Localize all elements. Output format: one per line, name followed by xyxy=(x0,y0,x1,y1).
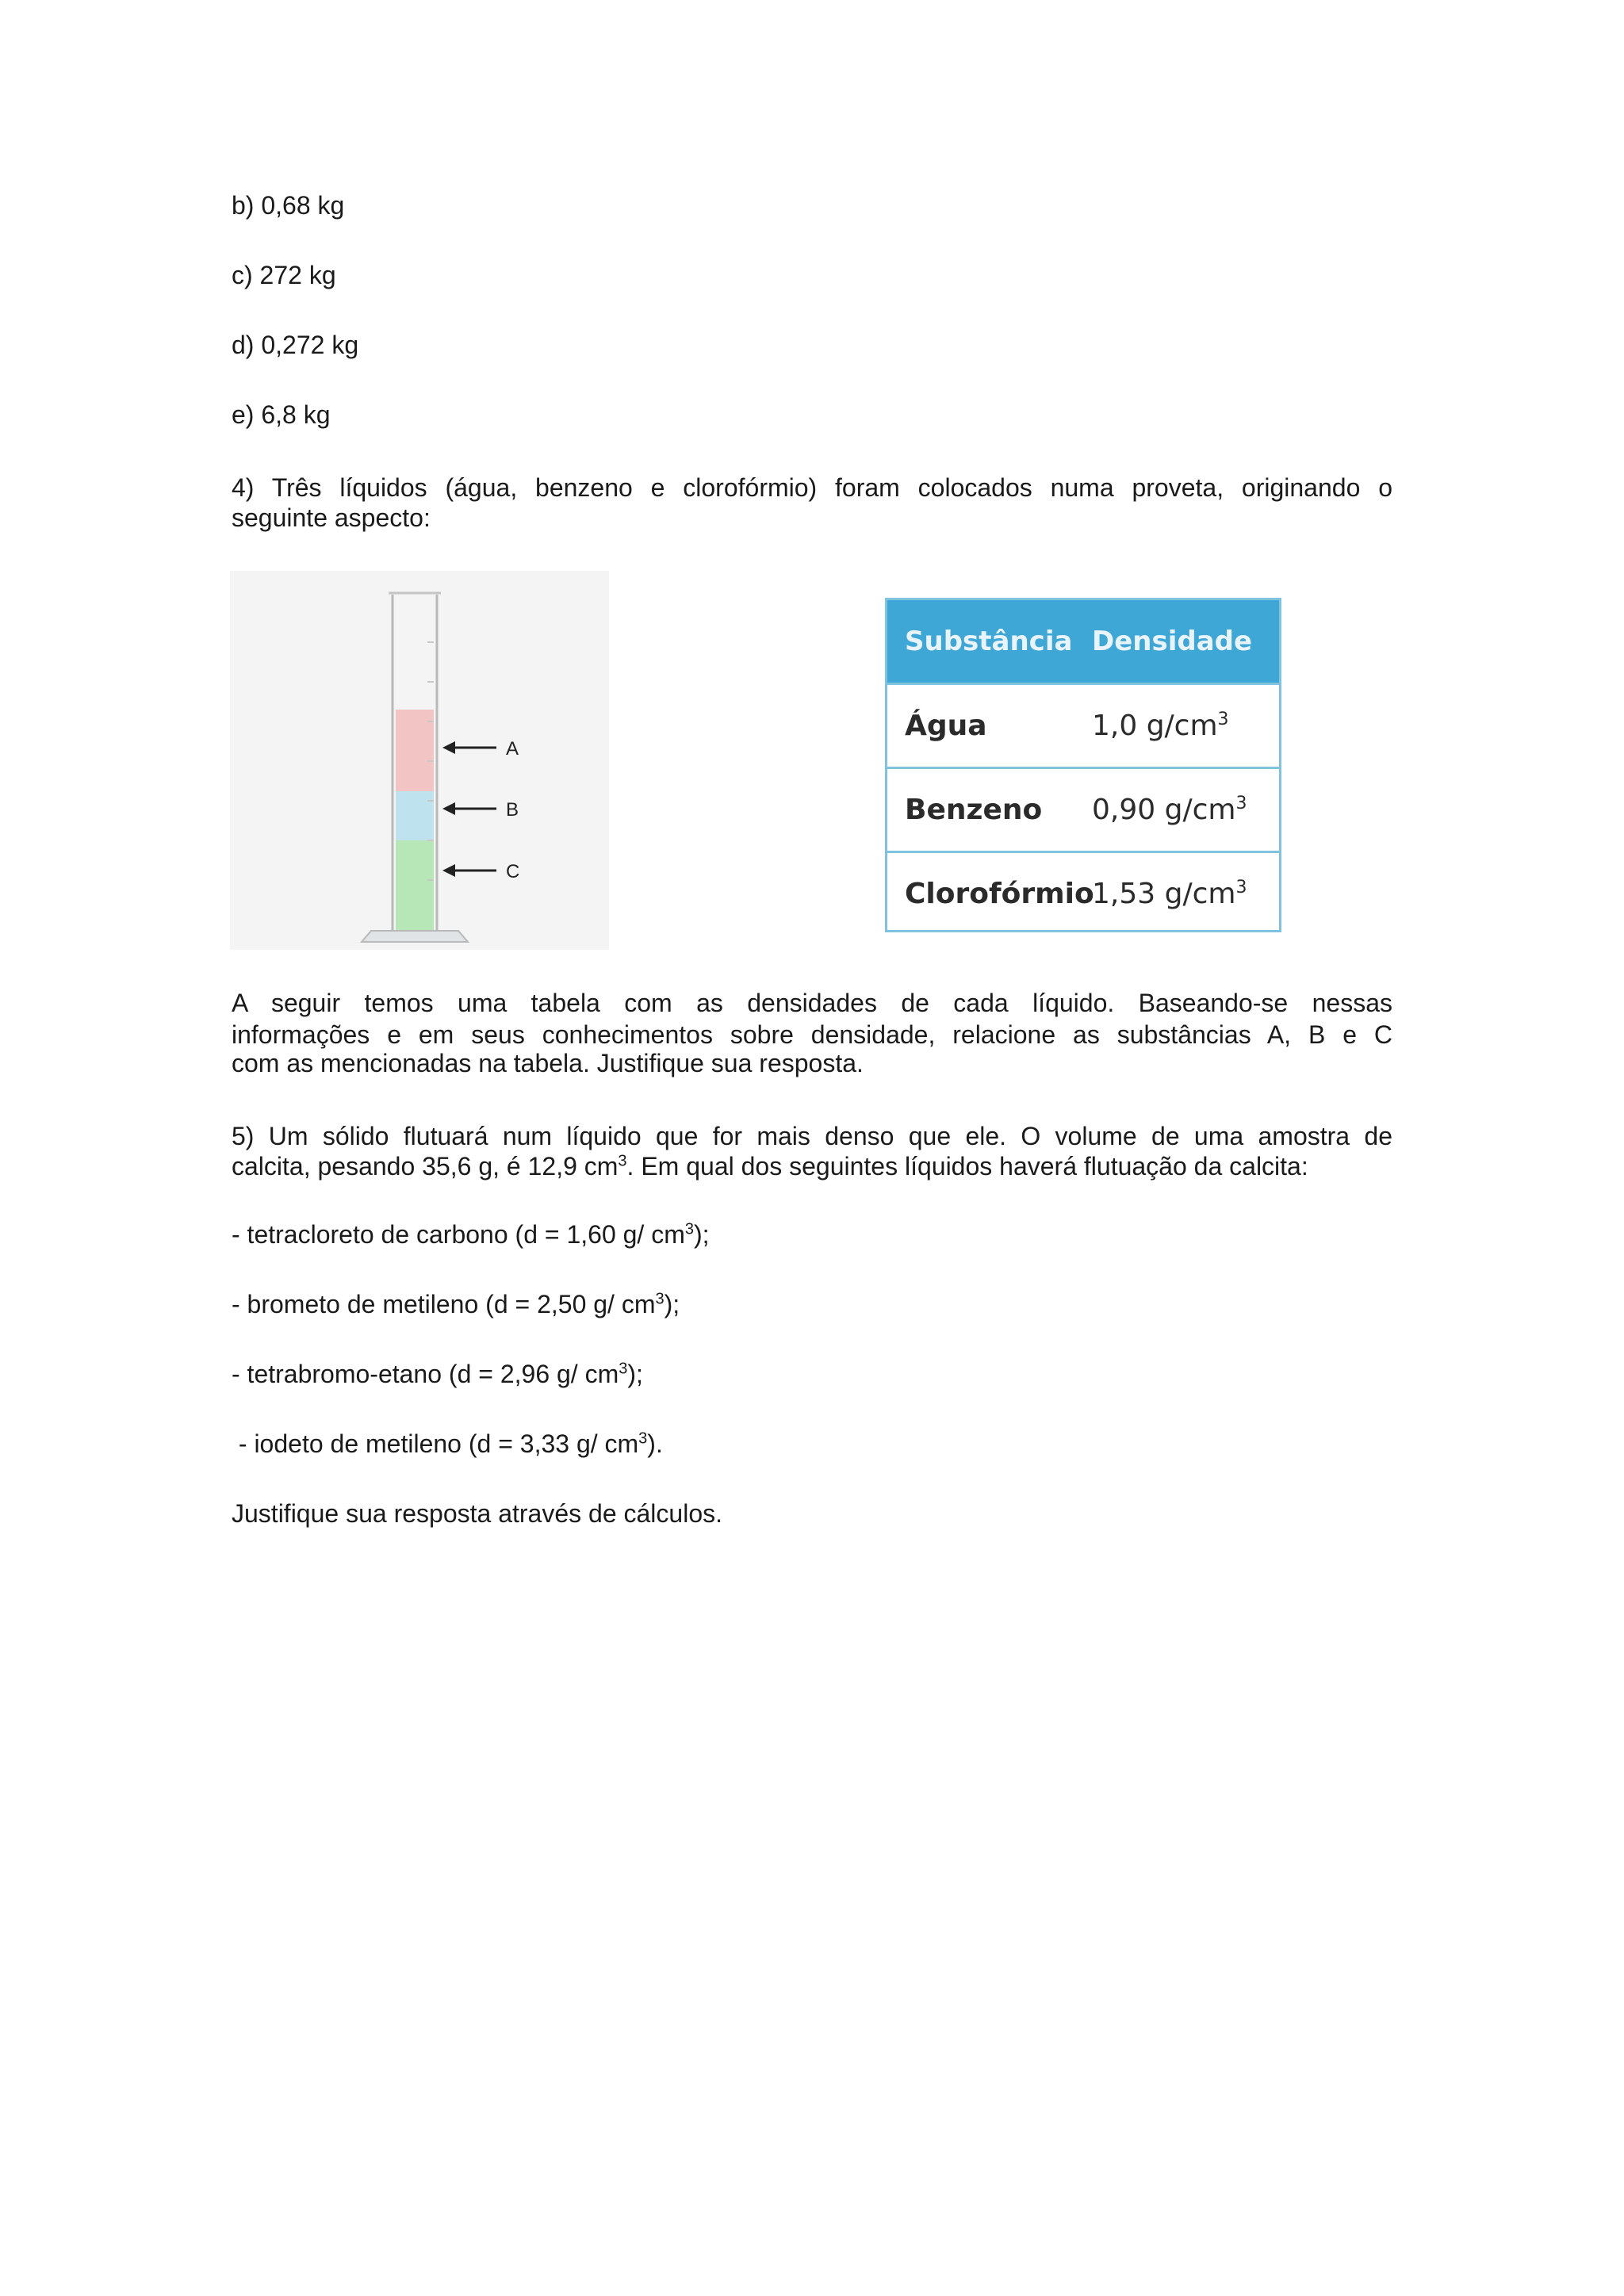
label-a: A xyxy=(506,738,519,760)
cell-substance: Clorofórmio xyxy=(905,878,1094,910)
layer-c xyxy=(396,840,434,931)
liquid-item: - tetracloreto de carbono (d = 1,60 g/ $cm^3$); xyxy=(232,1220,710,1249)
option-b: b) 0,68 kg xyxy=(232,191,345,220)
q4-after-line1: A seguir temos uma tabela com as densidades de cada líquido. Baseando-se nessas xyxy=(232,989,1392,1017)
q4-after-line2: informações e em seus conhecimentos sobre densidade, relacione as substâncias A, B e C xyxy=(232,1020,1392,1049)
liquid-item: - brometo de metileno (d = 2,50 g/ $cm^3$); xyxy=(232,1290,680,1318)
layer-b xyxy=(396,791,434,840)
cell-substance: Água xyxy=(905,710,987,742)
q4-after-line3: com as mencionadas na tabela. Justifique sua resposta. xyxy=(232,1049,864,1077)
q5-statement-line2: calcita, pesando 35,6 g, é 12,9 $cm^3$. Em qual dos seguintes líquidos haverá flutuação da calcita: xyxy=(232,1152,1308,1181)
q5-closing: Justifique sua resposta através de cálculos. xyxy=(232,1499,722,1528)
cell-density: 1,53 $g/cm^3$ xyxy=(1092,878,1247,910)
liquid-item: - tetrabromo-etano (d = 2,96 g/ $cm^3$); xyxy=(232,1360,643,1388)
q4-statement-line2: seguinte aspecto: xyxy=(232,503,431,532)
graduated-cylinder-figure xyxy=(230,571,609,950)
header-density: Densidade xyxy=(1092,626,1253,657)
density-table xyxy=(885,598,1281,932)
table-header-row xyxy=(887,600,1279,683)
q4-statement-line1: 4) Três líquidos (água, benzeno e clorofórmio) foram colocados numa proveta, originando o xyxy=(232,473,1392,502)
liquid-item: - iodeto de metileno (d = 3,33 g/ $cm^3$). xyxy=(232,1429,663,1458)
table-row xyxy=(887,767,1279,851)
table-row xyxy=(887,851,1279,935)
option-d: d) 0,272 kg xyxy=(232,331,359,359)
table-row xyxy=(887,683,1279,767)
header-substance: Substância xyxy=(905,626,1073,657)
cell-substance: Benzeno xyxy=(905,794,1043,826)
label-c: C xyxy=(506,861,520,882)
option-c: c) 272 kg xyxy=(232,261,336,289)
cylinder-illustration xyxy=(230,571,609,950)
label-b: B xyxy=(506,799,519,821)
cell-density: 1,0 $g/cm^3$ xyxy=(1092,710,1229,742)
option-e: e) 6,8 kg xyxy=(232,400,331,429)
cell-density: 0,90 $g/cm^3$ xyxy=(1092,794,1247,826)
q5-statement-line1: 5) Um sólido flutuará num líquido que for mais denso que ele. O volume de uma amostra de xyxy=(232,1122,1392,1150)
